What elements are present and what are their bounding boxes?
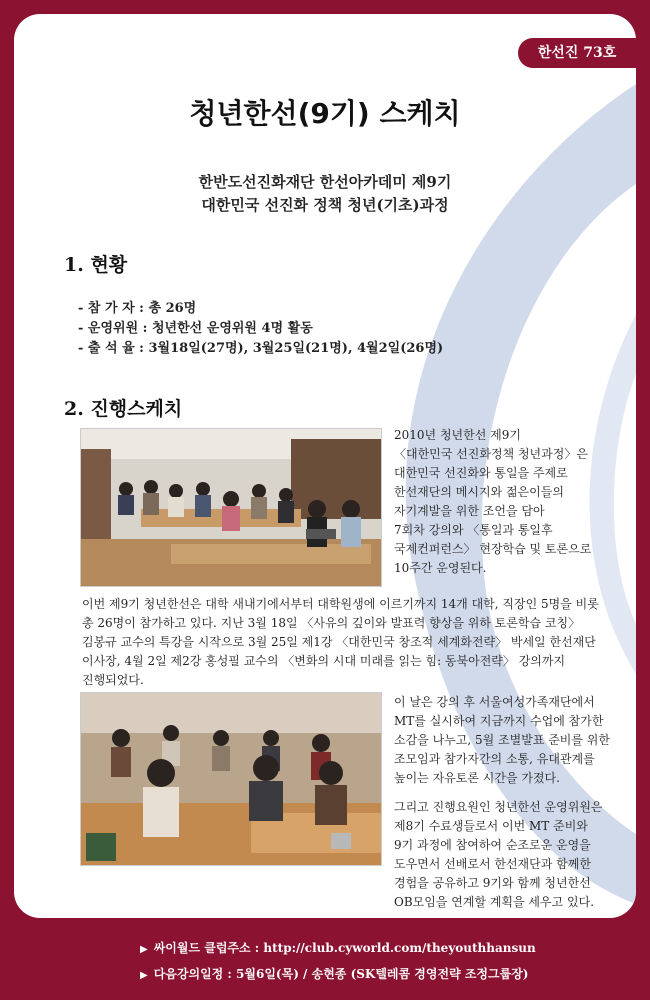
- progress-paragraph: [82, 595, 622, 690]
- intro-text: [394, 426, 591, 578]
- next-lecture-text: 다음강의일정 : 5월6일(목) / 송현종 (SK텔레콤 경영전략 조정그룹장): [153, 967, 529, 981]
- status-committee: - 운영위원 : 청년한선 운영위원 4명 활동: [78, 321, 313, 336]
- paragraph-line: 총 26명이 참가하고 있다. 지난 3월 18일 〈사유의 깊이와 발표력 향상을 위하 토론학습 코칭〉: [82, 616, 581, 630]
- paragraph-line: 진행되었다.: [82, 673, 144, 687]
- footer-club-address: [140, 936, 536, 962]
- mt-line: 높이는 자유토론 시간을 가졌다.: [394, 771, 560, 785]
- status-list: [78, 299, 443, 359]
- footer: [140, 936, 536, 988]
- arrow-icon: ▶: [140, 970, 148, 981]
- subtitle-line-2: 대한민국 선진화 정책 청년(기초)과정: [201, 196, 449, 214]
- status-attendance: - 출 석 율 : 3월18일(27명), 3월25일(21명), 4월2일(26명): [78, 341, 444, 356]
- issue-badge: 한선진 73호: [518, 38, 636, 68]
- mt-photo-image: [81, 693, 381, 865]
- page-card: [14, 14, 636, 918]
- mt-line: 조모임과 참가자간의 소통, 유대관계를: [394, 752, 595, 766]
- intro-line: 국제컨퍼런스〉 현장학습 및 토론으로: [394, 542, 592, 556]
- intro-line: 7회차 강의와 〈통일과 통일후: [394, 523, 553, 537]
- intro-line: 대한민국 선진화와 통일을 주제로: [394, 466, 568, 480]
- footer-next-lecture: [140, 962, 536, 988]
- intro-line: 한선재단의 메시지와 젊은이들의: [394, 485, 564, 499]
- committee-line: 그리고 진행요원인 청년한선 운영위원은: [394, 800, 603, 814]
- subtitle: [14, 171, 636, 217]
- mt-line: MT를 실시하여 지금까지 수업에 참가한: [394, 714, 604, 728]
- intro-line: 자기계발을 위한 조언을 담아: [394, 504, 545, 518]
- page-title: 청년한선(9기) 스케치: [189, 97, 461, 130]
- lecture-photo: [80, 428, 382, 587]
- committee-line: 9기 과정에 참여하여 순조로운 운영을: [394, 838, 591, 852]
- mt-line: 소감을 나누고, 5월 조별발표 준비를 위한: [394, 733, 610, 747]
- subtitle-line-1: 한반도선진화재단 한선아카데미 제9기: [198, 173, 452, 191]
- committee-line: 도우면서 선배로서 한선재단과 함께한: [394, 857, 591, 871]
- arrow-icon: ▶: [140, 944, 148, 955]
- paragraph-line: 이사장, 4월 2일 제2강 홍성필 교수의 〈변화의 시대 미래를 읽는 힘: 동북아전략〉 강의까지: [82, 654, 566, 668]
- mt-photo: [80, 692, 382, 866]
- lecture-photo-image: [81, 429, 381, 586]
- section-heading-sketch: 2. 진행스케치: [64, 398, 183, 420]
- intro-line: 〈대한민국 선진화정책 청년과정〉은: [394, 447, 588, 461]
- section-heading-status: 1. 현황: [64, 254, 128, 276]
- status-participants: - 참 가 자 : 총 26명: [78, 301, 197, 316]
- committee-line: 경험을 공유하고 9기와 함께 청년한선: [394, 876, 591, 890]
- intro-line: 10주간 운영된다.: [394, 561, 487, 575]
- intro-line: 2010년 청년한선 제9기: [394, 428, 521, 442]
- club-address-text: 싸이월드 클럽주소 : http://club.cyworld.com/theyouthhansun: [153, 941, 536, 955]
- paragraph-line: 김봉규 교수의 특강을 시작으로 3월 25일 제1강 〈대한민국 창조적 세계화전략〉 박세일 한선재단: [82, 635, 596, 649]
- committee-text: [394, 798, 603, 912]
- mt-line: 이 날은 강의 후 서울여성가족재단에서: [394, 695, 595, 709]
- paragraph-line: 이번 제9기 청년한선은 대학 새내기에서부터 대학원생에 이르기까지 14개 대학, 직장인 5명을 비롯: [82, 597, 599, 611]
- committee-line: OB모임을 연계할 계획을 세우고 있다.: [394, 895, 595, 909]
- committee-line: 제8기 수료생들로서 이번 MT 준비와: [394, 819, 588, 833]
- mt-text: [394, 693, 610, 788]
